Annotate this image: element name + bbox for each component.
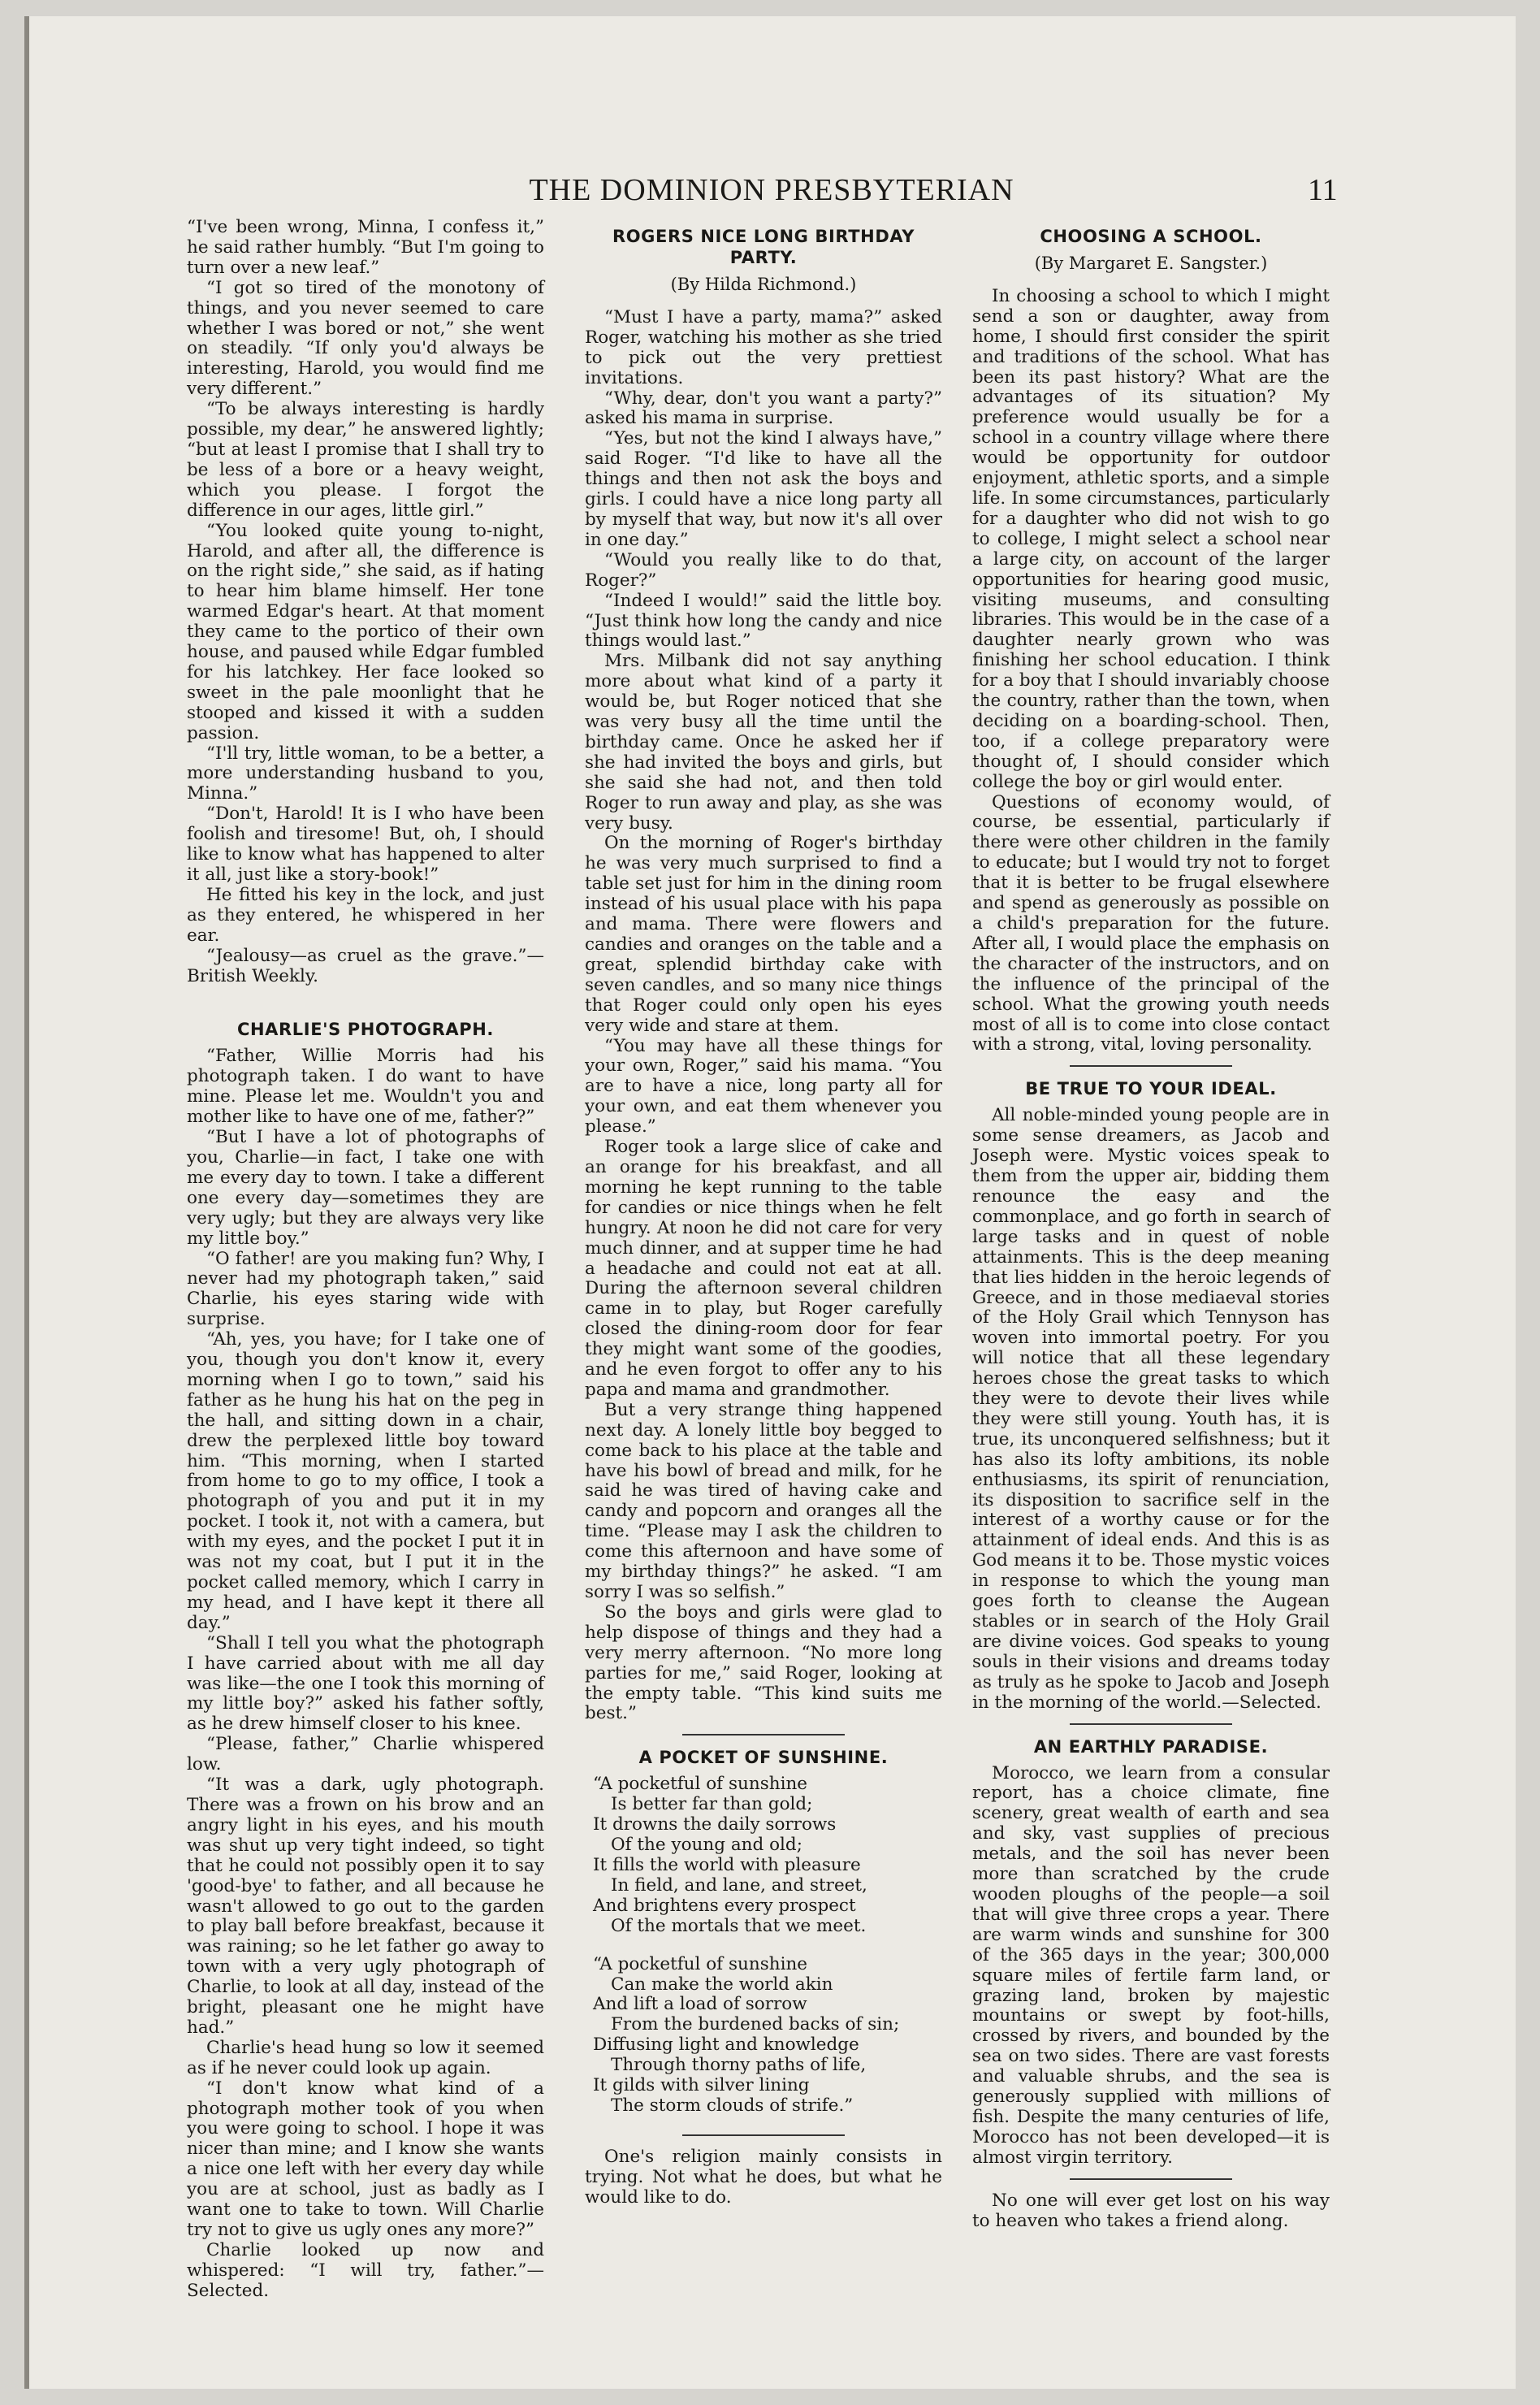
paragraph: “Would you really like to do that, Roger?” [585,549,942,591]
poem-heading: A POCKET OF SUNSHINE. [638,1748,889,1768]
column-right [972,218,1330,2231]
paragraph: “I don't know what kind of a photograph mother took of you when you were going to school. I hope it was nicer than mine; and I know she wants a nice one left with her every day while you are at school, just as badly as I want one to take to town. Will Charlie try not to give us ugly ones any more?” [187,2078,544,2240]
paragraph: Mrs. Milbank did not say anything more about what kind of a party it would be, but Roger noticed that she was very busy all the time until the birthday came. Once he asked her if she had invited the boys and girls, but she said she had not, and then told Roger to run away and play, as she was very busy. [585,651,942,834]
paragraph: Charlie looked up now and whispered: “I will try, father.”—Selected. [187,2239,544,2301]
paragraph: Roger took a large slice of cake and an orange for his breakfast, and all morning he kept running to the table for candies or nice things when he felt hungry. At noon he did not care for very much dinner, and at supper time he had a headache and could not eat at all. During the afternoon several children came in to play, but Roger carefully closed the dining-room door for fear they might want some of the goodies, and he even forgot to offer any to his papa and mama and grandmother. [585,1137,942,1400]
poem-line: It fills the world with pleasure [593,1854,861,1875]
paragraph: “To be always interesting is hardly possible, my dear,” he answered lightly; “but at least I promise that I shall try to be less of a bore or a heavy weight, which you please. I forgot the difference in our ages, little girl.” [187,399,544,521]
paragraph: “Ah, yes, you have; for I take one of you, though you don't know it, every morning when I go to town,” said his father as he hung his hat on the peg in the hall, and sitting down in a chair, drew the perplexed little boy toward him. “This morning, when I started from home to go to my office, I took a photograph of you and put it in my pocket. I took it, not with a camera, but with my eyes, and the pocket I put it in was not my coat, but I put it in the pocket called memory, which I carry in my head, and I have kept it there all day.” [187,1329,544,1633]
paragraph: So the boys and girls were glad to help dispose of things and they had a very merry afternoon. “No more long parties for me,” said Roger, looking at the empty table. “This kind suits me best.” [585,1601,942,1724]
poem-line: It gilds with silver lining [593,2075,810,2096]
paragraph: “Must I have a party, mama?” asked Roger, watching his mother as she tried to pick out the very prettiest invitations. [585,306,942,388]
article-heading: BE TRUE TO YOUR IDEAL. [1025,1079,1277,1099]
paragraph: He fitted his key in the lock, and just as they entered, he whispered in her ear. [187,884,544,946]
article-body [187,1046,544,2301]
paragraph: In choosing a school to which I might send a son or daughter, away from home, I should first consider the spirit and traditions of the school. What has been its past history? What are the advantages of its situation? My preference would usually be for a school in a country village where there would be opportunity for outdoor enjoyment, athletic sports, and a simple life. In some circumstances, particularly for a daughter who did not wish to go to college, I might select a school near a large city, on account of the larger opportunities for hearing good music, visiting museums, and consulting libraries. This would be in the case of a daughter nearly grown who was finishing her school education. I think for a boy that I should invariably choose the country, rather than the town, when deciding on a boarding-school. Then, too, if a college preparatory were thought of, I should consider which college the boy or girl would enter. [972,285,1330,792]
poem-line: From the burdened backs of sin; [611,2014,900,2035]
column-left [187,218,544,2302]
paragraph: “Yes, but not the kind I always have,” said Roger. “I'd like to have all the things and then not ask the boys and girls. I could have a nice long party all by myself that way, but now it's all over in one day.” [585,428,942,550]
poem-line: In field, and lane, and street, [611,1874,867,1896]
paragraph: “Father, Willie Morris had his photograph taken. I do want to have mine. Please let me. Wouldn't you and mother like to have one of me, father?” [187,1046,544,1128]
poem-line: Diffusing light and knowledge [593,2034,859,2056]
poem-line: Of the young and old; [611,1835,802,1856]
poem-line: “A pocketful of sunshine [593,1953,808,1974]
story-continuation [187,218,544,986]
poem [593,1774,942,2117]
column-middle [585,218,942,2208]
paragraph: Charlie's head hung so low it seemed as if he never could look up again. [187,2037,544,2078]
article-body [585,308,942,1724]
poem-stanza [593,1774,942,1936]
spacer [187,986,544,1011]
paragraph: On the morning of Roger's birthday he was very much surprised to find a table set just for him in the dining room instead of his usual place with his papa and mama. There were flowers and candies and oranges on the table and a great, splendid birthday cake with seven candles, and so many nice things that Roger could only open his eyes very wide and stare at them. [585,833,942,1036]
paragraph: “It was a dark, ugly photograph. There was a frown on his brow and an angry light in his eyes, and his mouth was shut up very tight indeed, so tight that he could not possibly open it to say 'good-bye' to father, and all because he wasn't allowed to go out to the garden to play ball before breakfast, because it was raining; so he let father go away to town with a very ugly photograph of Charlie, to look at all day, instead of the bright, pleasant one he might have had.” [187,1774,544,2038]
poem-line: Is better far than gold; [611,1794,813,1815]
page-edge [24,16,29,2389]
paragraph: “Don't, Harold! It is I who have been foolish and tiresome! But, oh, I should like to know what has happened to alter it all, just like a story-book!” [187,804,544,885]
article-heading: ROGERS NICE LONG BIRTHDAY PARTY. [612,227,915,267]
poem-stanza [593,1955,942,2117]
paragraph: “Shall I tell you what the photograph I have carried about with me all day was like—the one I took this morning of my little boy?” asked his father softly, as he drew himself closer to his knee. [187,1632,544,1735]
paragraph: “But I have a lot of photographs of you, Charlie—in fact, I take one with me every day to town. I take a different one every day—sometimes they are very ugly; but they are always very like my little boy.” [187,1127,544,1249]
paragraph: “I got so tired of the monotony of things, and you never seemed to care whether I was bored or not,” she went on steadily. “If only you'd always be interesting, Harold, you would find me very different.” [187,277,544,400]
poem-line: And brightens every prospect [593,1895,856,1916]
poem-line: And lift a load of sorrow [593,1994,807,2015]
poem-line: The storm clouds of strife.” [611,2095,854,2116]
byline: (By Margaret E. Sangster.) [1034,254,1268,273]
paragraph: “Jealousy—as cruel as the grave.”—British Weekly. [187,945,544,986]
paragraph: “You looked quite young to-night, Harold, and after all, the difference is on the right side,” she said, as if hating to hear him blame himself. Her tone warmed Edgar's heart. At that moment they came to the portico of their own house, and paused while Edgar fumbled for his latchkey. Her face looked so sweet in the pale moonlight that he stooped and kissed it with a sudden passion. [187,520,544,743]
section-divider [682,2134,845,2136]
paragraph: “Please, father,” Charlie whispered low. [187,1734,544,1775]
poem-line: Through thorny paths of life, [611,2055,867,2076]
poem-line: It drowns the daily sorrows [593,1814,837,1835]
paragraph: “Why, dear, don't you want a party?” asked his mama in surprise. [585,388,942,429]
paragraph: “O father! are you making fun? Why, I never had my photograph taken,” said Charlie, his eyes staring wide with surprise. [187,1248,544,1330]
section-divider [1070,1065,1232,1067]
paragraph: Morocco, we learn from a consular report, has a choice climate, fine scenery, great wealth of earth and sea and sky, vast supplies of precious metals, and the soil has never been more than scratched by the crude wooden ploughs of the people—a soil that will give three crops a year. There are warm winds and sunshine for 300 of the 365 days in the year; 300,000 square miles of fertile farm land, or grazing land, broken by majestic mountains or swept by foot-hills, crossed by rivers, and bounded by the sea on two sides. There are vast forests and valuable shrubs, and the sea is generously supplied with millions of fish. Despite the many centuries of life, Morocco has not been developed—it is almost virgin territory. [972,1762,1330,2168]
poem-line: Can make the world akin [611,1974,833,1995]
section-divider [1070,2178,1232,2180]
paragraph: “You may have all these things for your own, Roger,” said his mama. “You are to have a nice, long party all for your own, and eat them whenever you please.” [585,1035,942,1138]
paragraph: But a very strange thing happened next day. A lonely little boy begged to come back to his place at the table and have his bowl of bread and milk, for he said he was tired of having cake and candy and popcorn and oranges all the time. “Please may I ask the children to come this afternoon and have some of my birthday things?” he asked. “I am sorry I was so selfish.” [585,1399,942,1602]
section-divider [682,1734,845,1736]
article-body [972,287,1330,1055]
article-heading: AN EARTHLY PARADISE. [1033,1736,1269,1757]
paragraph: Questions of economy would, of course, be essential, particularly if there were other children in the family to educate; but I would try not to forget that it is better to be frugal elsewhere and spend as generously as possible on a child's preparation for the future. After all, I would place the emphasis on the character of the instructors, and on the influence of the principal of the school. What the growing youth needs most of all is to come into close contact with a strong, vital, loving personality. [972,791,1330,1055]
section-divider [1070,1723,1232,1725]
paragraph: “I've been wrong, Minna, I confess it,” he said rather humbly. “But I'm going to turn over a new leaf.” [187,217,544,278]
saying: One's religion mainly consists in trying. Not what he does, but what he would like to do. [585,2146,942,2208]
byline: (By Hilda Richmond.) [670,275,857,294]
article-heading: CHARLIE'S PHOTOGRAPH. [236,1020,494,1040]
poem-line: “A pocketful of sunshine [593,1774,808,1795]
running-head: THE DOMINION PRESBYTERIAN [529,173,1014,207]
paragraph: “I'll try, little woman, to be a better, a more understanding husband to you, Minna.” [187,743,544,804]
closing-saying: No one will ever get lost on his way to heaven who takes a friend along. [972,2190,1330,2231]
paragraph: All noble-minded young people are in some sense dreamers, as Jacob and Joseph were. Mystic voices speak to them from the upper air, bidding them renounce the easy and the commonplace, and go forth in search of large tasks and in quest of noble attainments. This is the deep meaning that lies hidden in the heroic legends of Greece, and in those mediaeval stories of the Holy Grail which Tennyson has woven into immortal poetry. For you will notice that all these legendary heroes chose the great tasks to which they were to devote their lives while they were still young. Youth has, it is true, its unconquered selfishness; but it has also its lofty ambitions, its noble enthusiasms, its spirit of renunciation, its disposition to sacrifice self in the interest of a worthy cause or for the attainment of ideal ends. And this is as God means it to be. Those mystic voices in response to which the young man goes forth to cleanse the Augean stables or in search of the Holy Grail are divine voices. God speaks to young souls in their visions and dreams today as truly as he spoke to Jacob and Joseph in the morning of the world.—Selected. [972,1105,1330,1713]
page-number: 11 [1308,173,1338,207]
poem-line: Of the mortals that we meet. [611,1915,867,1936]
article-heading: CHOOSING A SCHOOL. [1040,227,1262,246]
paragraph: “Indeed I would!” said the little boy. “Just think how long the candy and nice things would last.” [585,590,942,652]
